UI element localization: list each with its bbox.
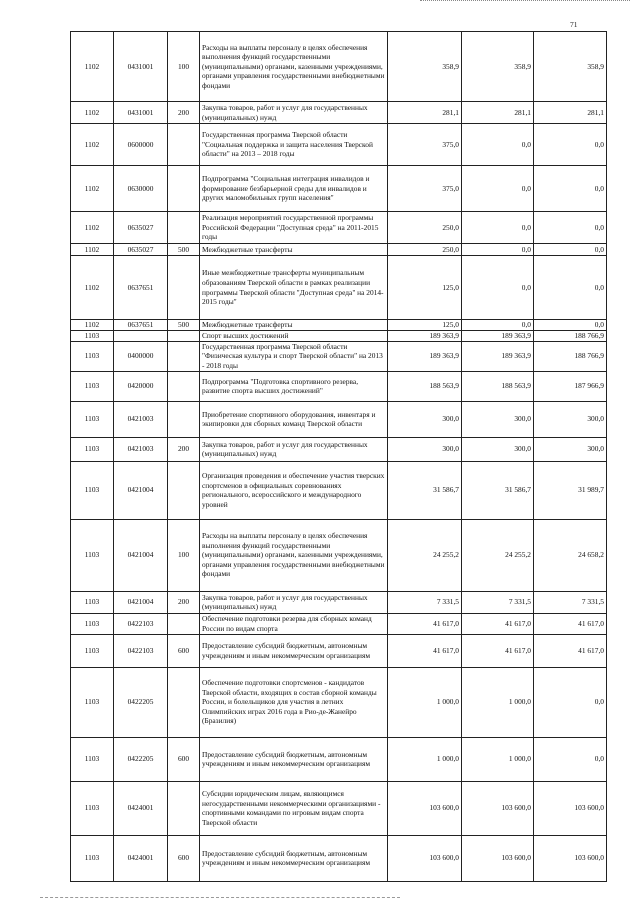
- expense-name-cell: Подпрограмма "Социальная интеграция инвалидов и формирование безбарьерной среды для инвалидов и других маломобильных групп населения": [200, 166, 388, 212]
- table-row: [71, 835, 607, 881]
- target-article-cell: 0431001: [114, 102, 168, 124]
- expense-type-cell: 100: [168, 32, 200, 102]
- table-row: [71, 330, 607, 341]
- section-code-cell: 1103: [71, 461, 114, 519]
- expense-name-cell: Закупка товаров, работ и услуг для государственных (муниципальных) нужд: [200, 591, 388, 613]
- section-code-cell: 1102: [71, 320, 114, 331]
- target-article-cell: 0637651: [114, 256, 168, 320]
- amount-year-2-cell: 31 586,7: [462, 461, 534, 519]
- target-article-cell: 0600000: [114, 124, 168, 166]
- target-article-cell: 0421003: [114, 401, 168, 437]
- amount-year-2-cell: 103 600,0: [462, 835, 534, 881]
- expense-name-cell: Организация проведения и обеспечение участия тверских спортсменов в официальных соревнованиях регионального, всероссийского и международного уровней: [200, 461, 388, 519]
- table-row: [71, 166, 607, 212]
- expense-type-cell: 500: [168, 320, 200, 331]
- target-article-cell: 0630000: [114, 166, 168, 212]
- expense-name-cell: Приобретение спортивного оборудования, инвентаря и экипировки для сборных команд Тверской области: [200, 401, 388, 437]
- amount-year-2-cell: 300,0: [462, 401, 534, 437]
- section-code-cell: 1102: [71, 256, 114, 320]
- amount-year-3-cell: 31 989,7: [534, 461, 607, 519]
- expense-type-cell: [168, 212, 200, 244]
- expense-type-cell: [168, 371, 200, 401]
- target-article-cell: 0421004: [114, 461, 168, 519]
- section-code-cell: 1102: [71, 102, 114, 124]
- table-row: [71, 256, 607, 320]
- target-article-cell: 0424001: [114, 835, 168, 881]
- section-code-cell: 1102: [71, 212, 114, 244]
- table-row: [71, 737, 607, 781]
- target-article-cell: 0635027: [114, 212, 168, 244]
- amount-year-3-cell: 0,0: [534, 212, 607, 244]
- section-code-cell: 1103: [71, 835, 114, 881]
- table-row: [71, 667, 607, 737]
- amount-year-2-cell: 189 363,9: [462, 341, 534, 371]
- expense-name-cell: Субсидии юридическим лицам, являющимся негосударственными некоммерческими организациями - спортивными командами по игровым видам спорта Тверской области: [200, 781, 388, 835]
- table-row: [71, 212, 607, 244]
- section-code-cell: 1103: [71, 737, 114, 781]
- amount-year-3-cell: 0,0: [534, 124, 607, 166]
- table-row: [71, 244, 607, 256]
- amount-year-1-cell: 103 600,0: [388, 781, 462, 835]
- amount-year-1-cell: 1 000,0: [388, 737, 462, 781]
- section-code-cell: 1103: [71, 401, 114, 437]
- section-code-cell: 1103: [71, 781, 114, 835]
- amount-year-2-cell: 0,0: [462, 244, 534, 256]
- amount-year-3-cell: 103 600,0: [534, 835, 607, 881]
- amount-year-3-cell: 187 966,9: [534, 371, 607, 401]
- amount-year-1-cell: 250,0: [388, 244, 462, 256]
- expense-type-cell: 600: [168, 835, 200, 881]
- target-article-cell: 0400000: [114, 341, 168, 371]
- amount-year-1-cell: 188 563,9: [388, 371, 462, 401]
- expense-name-cell: Обеспечение подготовки резерва для сборных команд России по видам спорта: [200, 613, 388, 634]
- section-code-cell: 1103: [71, 667, 114, 737]
- amount-year-3-cell: 24 658,2: [534, 519, 607, 591]
- expense-type-cell: 600: [168, 634, 200, 667]
- amount-year-1-cell: 7 331,5: [388, 591, 462, 613]
- amount-year-2-cell: 188 563,9: [462, 371, 534, 401]
- amount-year-3-cell: 103 600,0: [534, 781, 607, 835]
- expense-type-cell: [168, 667, 200, 737]
- expense-type-cell: 500: [168, 244, 200, 256]
- expense-name-cell: Государственная программа Тверской области "Физическая культура и спорт Тверской области" на 2013 - 2018 годы: [200, 341, 388, 371]
- amount-year-3-cell: 41 617,0: [534, 634, 607, 667]
- amount-year-2-cell: 0,0: [462, 124, 534, 166]
- amount-year-2-cell: 0,0: [462, 166, 534, 212]
- expense-type-cell: 100: [168, 519, 200, 591]
- amount-year-3-cell: 0,0: [534, 244, 607, 256]
- amount-year-2-cell: 24 255,2: [462, 519, 534, 591]
- table-row: [71, 519, 607, 591]
- target-article-cell: 0422103: [114, 634, 168, 667]
- amount-year-1-cell: 375,0: [388, 124, 462, 166]
- expense-type-cell: 200: [168, 437, 200, 461]
- target-article-cell: 0424001: [114, 781, 168, 835]
- expense-type-cell: [168, 166, 200, 212]
- amount-year-1-cell: 250,0: [388, 212, 462, 244]
- expense-name-cell: Реализация мероприятий государственной программы Российской Федерации "Доступная среда" на 2011-2015 годы: [200, 212, 388, 244]
- amount-year-1-cell: 103 600,0: [388, 835, 462, 881]
- amount-year-2-cell: 1 000,0: [462, 667, 534, 737]
- amount-year-1-cell: 189 363,9: [388, 330, 462, 341]
- scan-edge-bottom: [40, 897, 400, 900]
- expense-name-cell: Предоставление субсидий бюджетным, автономным учреждениям и иным некоммерческим организациям: [200, 835, 388, 881]
- section-code-cell: 1103: [71, 330, 114, 341]
- section-code-cell: 1103: [71, 519, 114, 591]
- amount-year-2-cell: 358,9: [462, 32, 534, 102]
- amount-year-3-cell: 0,0: [534, 320, 607, 331]
- section-code-cell: 1102: [71, 124, 114, 166]
- table-row: [71, 32, 607, 102]
- section-code-cell: 1103: [71, 613, 114, 634]
- expense-name-cell: Закупка товаров, работ и услуг для государственных (муниципальных) нужд: [200, 437, 388, 461]
- amount-year-3-cell: 0,0: [534, 737, 607, 781]
- expense-type-cell: [168, 613, 200, 634]
- section-code-cell: 1102: [71, 244, 114, 256]
- expense-type-cell: [168, 256, 200, 320]
- amount-year-2-cell: 281,1: [462, 102, 534, 124]
- expense-type-cell: [168, 124, 200, 166]
- target-article-cell: 0420000: [114, 371, 168, 401]
- target-article-cell: 0421004: [114, 591, 168, 613]
- expense-type-cell: [168, 401, 200, 437]
- amount-year-1-cell: 189 363,9: [388, 341, 462, 371]
- expense-name-cell: Расходы на выплаты персоналу в целях обеспечения выполнения функций государственными (муниципальными) органами, казенными учреждениями, органами управления государственными внебюджетными фондами: [200, 32, 388, 102]
- table-row: [71, 461, 607, 519]
- table-row: [71, 613, 607, 634]
- section-code-cell: 1103: [71, 634, 114, 667]
- table-row: [71, 124, 607, 166]
- table-row: [71, 341, 607, 371]
- budget-table: [70, 31, 607, 882]
- target-article-cell: [114, 330, 168, 341]
- target-article-cell: 0431001: [114, 32, 168, 102]
- budget-table-body: [71, 32, 607, 882]
- expense-name-cell: Предоставление субсидий бюджетным, автономным учреждениям и иным некоммерческим организациям: [200, 737, 388, 781]
- expense-name-cell: Спорт высших достижений: [200, 330, 388, 341]
- amount-year-1-cell: 281,1: [388, 102, 462, 124]
- target-article-cell: 0421004: [114, 519, 168, 591]
- target-article-cell: 0422103: [114, 613, 168, 634]
- amount-year-2-cell: 189 363,9: [462, 330, 534, 341]
- expense-name-cell: Закупка товаров, работ и услуг для государственных (муниципальных) нужд: [200, 102, 388, 124]
- expense-type-cell: [168, 781, 200, 835]
- amount-year-2-cell: 300,0: [462, 437, 534, 461]
- amount-year-3-cell: 358,9: [534, 32, 607, 102]
- amount-year-1-cell: 1 000,0: [388, 667, 462, 737]
- table-row: [71, 401, 607, 437]
- target-article-cell: 0637651: [114, 320, 168, 331]
- target-article-cell: 0422205: [114, 737, 168, 781]
- amount-year-1-cell: 375,0: [388, 166, 462, 212]
- amount-year-3-cell: 300,0: [534, 437, 607, 461]
- amount-year-1-cell: 31 586,7: [388, 461, 462, 519]
- target-article-cell: 0422205: [114, 667, 168, 737]
- table-row: [71, 591, 607, 613]
- amount-year-3-cell: 7 331,5: [534, 591, 607, 613]
- amount-year-2-cell: 0,0: [462, 320, 534, 331]
- section-code-cell: 1102: [71, 32, 114, 102]
- amount-year-2-cell: 41 617,0: [462, 634, 534, 667]
- section-code-cell: 1103: [71, 591, 114, 613]
- amount-year-2-cell: 41 617,0: [462, 613, 534, 634]
- expense-name-cell: Расходы на выплаты персоналу в целях обеспечения выполнения функций государственными (муниципальными) органами, казенными учреждениями, органами управления государственными внебюджетными фондами: [200, 519, 388, 591]
- amount-year-2-cell: 103 600,0: [462, 781, 534, 835]
- amount-year-1-cell: 41 617,0: [388, 613, 462, 634]
- expense-type-cell: 200: [168, 102, 200, 124]
- expense-name-cell: Государственная программа Тверской области "Социальная поддержка и защита населения Тверской области" на 2013 – 2018 годы: [200, 124, 388, 166]
- section-code-cell: 1103: [71, 371, 114, 401]
- target-article-cell: 0635027: [114, 244, 168, 256]
- amount-year-1-cell: 41 617,0: [388, 634, 462, 667]
- table-row: [71, 102, 607, 124]
- target-article-cell: 0421003: [114, 437, 168, 461]
- amount-year-3-cell: 188 766,9: [534, 330, 607, 341]
- expense-type-cell: [168, 341, 200, 371]
- section-code-cell: 1103: [71, 437, 114, 461]
- amount-year-1-cell: 125,0: [388, 256, 462, 320]
- expense-name-cell: Межбюджетные трансферты: [200, 244, 388, 256]
- expense-name-cell: Иные межбюджетные трансферты муниципальным образованиям Тверской области в рамках реализации программы Тверской области "Доступная среда" на 2014-2015 годы": [200, 256, 388, 320]
- expense-name-cell: Межбюджетные трансферты: [200, 320, 388, 331]
- amount-year-2-cell: 0,0: [462, 212, 534, 244]
- expense-name-cell: Обеспечение подготовки спортсменов - кандидатов Тверской области, входящих в состав сборной команды России, и болельщиков для участия в летних Олимпийских играх 2016 года в Рио-де-Жанейро (Бразилия): [200, 667, 388, 737]
- expense-type-cell: 200: [168, 591, 200, 613]
- amount-year-3-cell: 0,0: [534, 256, 607, 320]
- amount-year-2-cell: 7 331,5: [462, 591, 534, 613]
- expense-type-cell: 600: [168, 737, 200, 781]
- table-row: [71, 634, 607, 667]
- amount-year-1-cell: 358,9: [388, 32, 462, 102]
- section-code-cell: 1103: [71, 341, 114, 371]
- amount-year-3-cell: 0,0: [534, 667, 607, 737]
- amount-year-3-cell: 281,1: [534, 102, 607, 124]
- amount-year-3-cell: 0,0: [534, 166, 607, 212]
- expense-name-cell: Подпрограмма "Подготовка спортивного резерва, развитие спорта высших достижений": [200, 371, 388, 401]
- amount-year-2-cell: 1 000,0: [462, 737, 534, 781]
- table-row: [71, 371, 607, 401]
- section-code-cell: 1102: [71, 166, 114, 212]
- amount-year-3-cell: 300,0: [534, 401, 607, 437]
- expense-name-cell: Предоставление субсидий бюджетным, автономным учреждениям и иным некоммерческим организациям: [200, 634, 388, 667]
- amount-year-3-cell: 188 766,9: [534, 341, 607, 371]
- expense-type-cell: [168, 330, 200, 341]
- table-row: [71, 320, 607, 331]
- amount-year-1-cell: 24 255,2: [388, 519, 462, 591]
- amount-year-2-cell: 0,0: [462, 256, 534, 320]
- amount-year-1-cell: 300,0: [388, 437, 462, 461]
- table-row: [71, 781, 607, 835]
- table-row: [71, 437, 607, 461]
- page-number: 71: [570, 20, 578, 29]
- amount-year-3-cell: 41 617,0: [534, 613, 607, 634]
- amount-year-1-cell: 125,0: [388, 320, 462, 331]
- amount-year-1-cell: 300,0: [388, 401, 462, 437]
- expense-type-cell: [168, 461, 200, 519]
- scan-edge-top: [420, 0, 630, 3]
